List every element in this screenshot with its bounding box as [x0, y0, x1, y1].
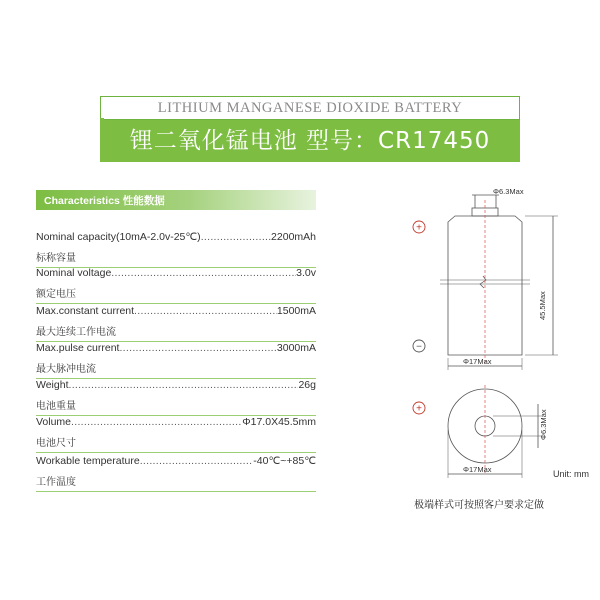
characteristics-heading-bar	[36, 190, 316, 210]
dot-leader	[71, 416, 242, 428]
positive-terminal-icon	[413, 221, 425, 234]
unit-label: Unit: mm	[553, 469, 589, 479]
spec-value: Φ17.0X45.5mm	[242, 416, 316, 428]
top-cap-dimension-label: Φ6.3Max	[539, 409, 548, 440]
dot-leader	[69, 379, 299, 391]
banner-title: 锂二氧化锰电池 型号：CR17450	[100, 120, 520, 162]
negative-terminal-icon	[413, 340, 425, 353]
minus-symbol: −	[416, 341, 422, 353]
spec-cn: 最大脉冲电流	[36, 364, 96, 375]
dot-leader	[134, 305, 277, 317]
spec-row-max-pulse-current	[36, 342, 316, 379]
spec-value: -40℃~+85℃	[253, 455, 316, 467]
spec-name: Weight	[36, 379, 69, 391]
spec-cn: 工作温度	[36, 477, 76, 488]
dot-leader	[201, 231, 271, 243]
spec-value: 26g	[298, 379, 316, 391]
spec-cn: 额定电压	[36, 289, 76, 300]
height-dimension-label: 45.5Max	[538, 291, 547, 320]
plus-symbol: +	[416, 222, 422, 234]
spec-row-temperature	[36, 455, 316, 492]
spec-row-max-constant-current	[36, 305, 316, 342]
side-width-dimension-label: Φ17Max	[463, 357, 492, 366]
spec-value: 3000mA	[276, 342, 316, 354]
dot-leader	[140, 455, 254, 467]
spec-name: Volume	[36, 416, 72, 428]
spec-row-voltage	[36, 267, 316, 304]
battery-side-view	[440, 195, 558, 370]
terminal-style-note: 极端样式可按照客户要求定做	[414, 500, 544, 511]
spec-name: Nominal voltage	[36, 267, 112, 279]
dot-leader	[119, 342, 276, 354]
spec-name: Max.constant current	[36, 305, 135, 317]
dot-leader	[111, 267, 296, 279]
battery-drawing	[400, 180, 600, 510]
spec-row-weight	[36, 379, 316, 416]
top-width-dimension-label: Φ17Max	[463, 465, 492, 474]
spec-name: Nominal capacity(10mA-2.0v-25℃)	[36, 231, 201, 243]
spec-value: 3.0v	[296, 267, 316, 279]
banner-subtitle: LITHIUM MANGANESE DIOXIDE BATTERY	[100, 96, 520, 120]
spec-value: 1500mA	[276, 305, 316, 317]
spec-cn: 最大连续工作电流	[36, 327, 116, 338]
spec-value: 2200mAh	[271, 231, 316, 243]
spec-name: Max.pulse current	[36, 342, 120, 354]
plus-symbol: +	[416, 403, 422, 415]
positive-terminal-top-icon	[413, 402, 425, 415]
title-banner	[100, 96, 520, 164]
spec-cn: 电池重量	[36, 401, 76, 412]
spec-cn: 电池尺寸	[36, 438, 76, 449]
cap-dimension-label: Φ6.3Max	[493, 187, 524, 196]
spec-row-capacity	[36, 231, 316, 268]
characteristics-heading: Characteristics 性能数据	[44, 195, 165, 207]
spec-row-volume	[36, 416, 316, 453]
spec-cn: 标称容量	[36, 253, 76, 264]
spec-name: Workable temperature	[36, 455, 140, 467]
